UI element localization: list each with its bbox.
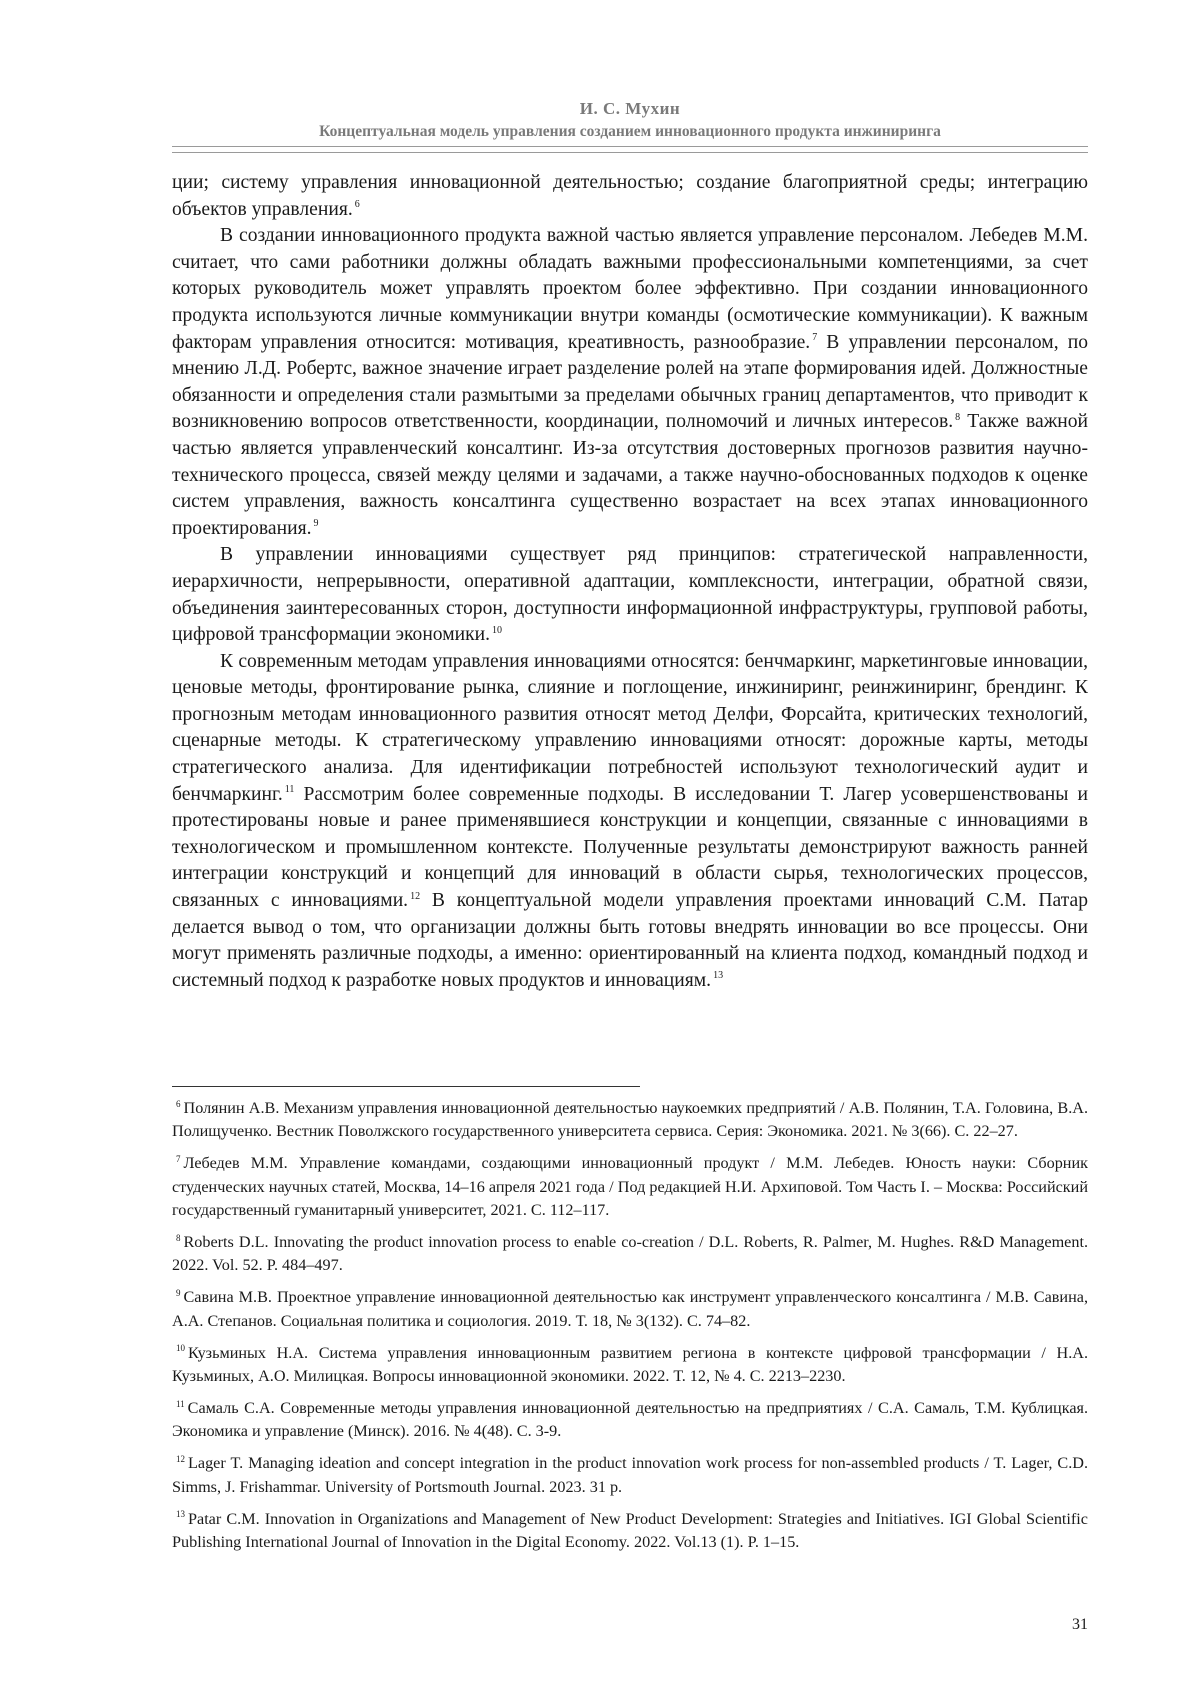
footnote-ref: 7 (812, 332, 818, 344)
footnote-11 (172, 1397, 1088, 1444)
footnote-number: 11 (176, 1398, 185, 1409)
footnote-ref: 13 (713, 970, 724, 982)
footnote-ref: 10 (492, 624, 503, 636)
paragraph-text: В концептуальной модели управления проектами инноваций С.М. Патар делается вывод о том, что организации должны быть готовы внедрять инновации во все процессы. Они могут применять различные подходы, а именно: ориентированный на клиента подход, командный подход и системный подход к разработке новых продуктов и инновациям. (172, 890, 1089, 991)
footnote-number: 13 (176, 1509, 185, 1520)
header-author: И. С. Мухин (579, 99, 681, 118)
footnote-ref: 11 (284, 784, 295, 796)
paragraph-text: В создании инновационного продукта важной частью является управление персоналом. Лебедев М.М. считает, что сами работники должны обладать важными профессиональными компетенциями, за счет которых руководитель может управлять проектом более эффективно. При создании инновационного продукта используются личные коммуникации внутри команды (осмотические коммуникации). К важным факторам управления относится: мотивация, креативность, разнообразие. (172, 225, 1088, 353)
body-text (172, 170, 1088, 994)
paragraph-text: ции; систему управления инновационной деятельностью; создание благоприятной среды; интеграцию объектов управления. (172, 172, 1088, 220)
paragraph-text: Рассмотрим более современные подходы. В исследовании Т. Лагер усовершенствованы и протестированы новые и ранее применявшиеся конструкции и концепции, связанные с инновациями в технологическом и промышленном контексте. Полученные результаты демонстрируют важность ранней интеграции конструкций и концепций для инноваций в области сырья, технологических процессов, связанных с инновациями. (172, 783, 1088, 912)
footnote-ref: 9 (313, 518, 319, 530)
footnote-text: Кузьминых Н.А. Система управления инновационным развитием региона в контексте цифровой трансформации / Н.А. Кузьминых, А.О. Милицкая. Вопросы инновационной экономики. 2022. Т. 12, № 4. С. 2213–2230. (172, 1343, 1088, 1386)
footnote-8 (172, 1231, 1088, 1278)
page-number: 31 (1072, 1616, 1088, 1633)
footnote-ref: 8 (955, 411, 961, 423)
paragraph-text: К современным методам управления инновациями относятся: бенчмаркинг, маркетинговые инновации, ценовые методы, фронтирование рынка, слияние и поглощение, инжиниринг, реинжиниринг, брендинг. К прогнозным методам инновационного развития относят метод Делфи, Форсайта, критических технологий, сценарные методы. К стратегическому управлению инновациями относят: дорожные карты, методы стратегического анализа. Для идентификации потребностей используют технологический аудит и бенчмаркинг. (172, 650, 1088, 805)
footnote-12 (172, 1452, 1088, 1499)
footnote-number: 7 (176, 1153, 181, 1164)
footnote-text: Савина М.В. Проектное управление инновационной деятельностью как инструмент управленческого консалтинга / М.В. Савина, А.А. Степанов. Социальная политика и социология. 2019. Т. 18, № 3(132). С. 74–82. (172, 1288, 1088, 1330)
footnote-text: Самаль С.А. Современные методы управления инновационной деятельностью на предприятиях / С.А. Самаль, Т.М. Кублицкая. Экономика и управление (Минск). 2016. № 4(48). С. 3-9. (172, 1398, 1088, 1441)
paragraph-2 (172, 223, 1088, 542)
running-header (172, 97, 1088, 143)
footnote-text: Patar C.M. Innovation in Organizations and Management of New Product Development: Strategies and Initiatives. IGI Global Scientific Publishing International Journal of Innovation in the Digital Economy. 2022. Vol.13 (1). P. 1–15. (172, 1509, 1088, 1551)
footnote-text: Roberts D.L. Innovating the product innovation process to enable co-creation / D.L. Roberts, R. Palmer, M. Hughes. R&D Management. 2022. Vol. 52. P. 484–497. (172, 1233, 1088, 1275)
paragraph-4 (172, 649, 1088, 995)
header-rule-top (172, 146, 1088, 147)
paragraph-1 (172, 170, 1088, 223)
footnote-number: 10 (176, 1343, 185, 1354)
paragraph-3 (172, 542, 1088, 648)
header-title: Концептуальная модель управления созданием инновационного продукта инжиниринга (319, 123, 941, 140)
footnotes (172, 1097, 1088, 1563)
footnote-ref: 6 (354, 199, 360, 211)
footnote-text: Лебедев М.М. Управление командами, создающими инновационный продукт / М.М. Лебедев. Юность науки: Сборник студенческих научных статей, Москва, 14–16 апреля 2021 года / Под редакцией Н.И. Архиповой. Том Часть I. – Москва: Российский государственный гуманитарный университет, 2021. С. 112–117. (172, 1154, 1088, 1220)
footnote-10 (172, 1342, 1088, 1389)
footnote-ref: 12 (410, 890, 421, 902)
footnote-separator (172, 1086, 640, 1087)
footnote-text: Lager T. Managing ideation and concept integration in the product innovation work process for non-assembled products / T. Lager, C.D. Simms, J. Frishammar. University of Portsmouth Journal. 2023. 31 p. (172, 1454, 1088, 1496)
paragraph-text: В управлении инновациями существует ряд принципов: стратегической направленности, иерархичности, непрерывности, оперативной адаптации, комплексности, интеграции, обратной связи, объединения заинтересованных сторон, доступности информационной инфраструктуры, групповой работы, цифровой трансформации экономики. (172, 544, 1088, 646)
footnote-number: 8 (176, 1232, 181, 1243)
header-rule-bottom (172, 152, 1088, 153)
footnote-number: 6 (176, 1098, 181, 1109)
footnote-number: 9 (176, 1287, 181, 1298)
footnote-7 (172, 1152, 1088, 1222)
footnote-text: Полянин А.В. Механизм управления инновационной деятельностью наукоемких предприятий / А.В. Полянин, Т.А. Головина, В.А. Полищученко. Вестник Поволжского государственного университета сервиса. Серия: Экономика. 2021. № 3(66). С. 22–27. (172, 1099, 1088, 1141)
footnote-number: 12 (176, 1453, 185, 1464)
paragraph-text: Также важной частью является управленческий консалтинг. Из-за отсутствия достоверных прогнозов развития научно-технического процесса, связей между целями и задачами, а также научно-обоснованных подходов к оценке систем управления, важность консалтинга существенно возрастает на всех этапах инновационного проектирования. (172, 411, 1088, 539)
footnote-9 (172, 1286, 1088, 1333)
paragraph-text: В управлении персоналом, по мнению Л.Д. Робертс, важное значение играет разделение ролей на этапе формирования идей. Должностные обязанности и определения стали размытыми за пределами обычных границ департаментов, что приводит к возникновению вопросов ответственности, координации, полномочий и личных интересов. (172, 331, 1088, 433)
footnote-13 (172, 1508, 1088, 1555)
footnote-6 (172, 1097, 1088, 1144)
